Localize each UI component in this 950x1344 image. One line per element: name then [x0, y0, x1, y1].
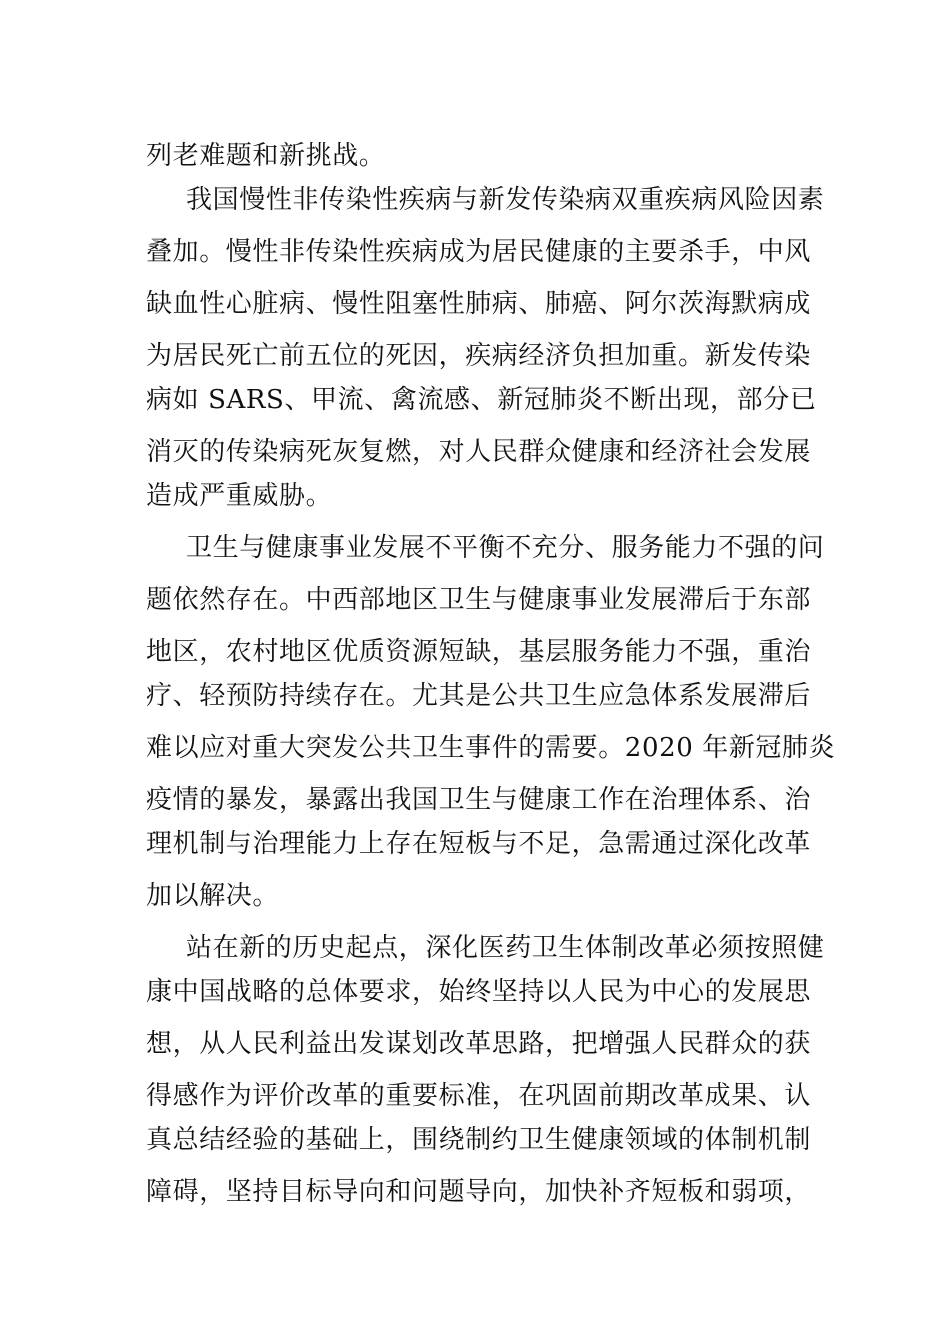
text-line: 障碍，坚持目标导向和问题导向，加快补齐短板和弱项， — [146, 1177, 812, 1207]
text-line: 列老难题和新挑战。 — [146, 141, 386, 171]
text-line: 消灭的传染病死灰复燃，对人民群众健康和经济社会发展 — [146, 437, 812, 467]
text-line: 地区，农村地区优质资源短缺，基层服务能力不强，重治 — [146, 637, 812, 667]
paragraph-first-line: 卫生与健康事业发展不平衡不充分、服务能力不强的问 — [186, 533, 825, 563]
text-line: 真总结经验的基础上，围绕制约卫生健康领域的体制机制 — [146, 1125, 812, 1155]
text-line: 缺血性心脏病、慢性阻塞性肺病、肺癌、阿尔茨海默病成 — [146, 289, 812, 319]
text-line: 疫情的暴发，暴露出我国卫生与健康工作在治理体系、治 — [146, 785, 812, 815]
text-line: 想，从人民利益出发谋划改革思路，把增强人民群众的获 — [146, 1029, 812, 1059]
paragraph-first-line: 站在新的历史起点，深化医药卫生体制改革必须按照健 — [186, 933, 825, 963]
text-line: 康中国战略的总体要求，始终坚持以人民为中心的发展思 — [146, 977, 812, 1007]
text-line: 为居民死亡前五位的死因，疾病经济负担加重。新发传染 — [146, 341, 812, 371]
text-line: 病如 SARS、甲流、禽流感、新冠肺炎不断出现，部分已 — [146, 385, 817, 415]
text-line: 疗、轻预防持续存在。尤其是公共卫生应急体系发展滞后 — [146, 681, 812, 711]
text-line: 叠加。慢性非传染性疾病成为居民健康的主要杀手，中风 — [146, 237, 812, 267]
text-line: 理机制与治理能力上存在短板与不足，急需通过深化改革 — [146, 829, 812, 859]
text-line: 难以应对重大突发公共卫生事件的需要。2020 年新冠肺炎 — [146, 733, 836, 763]
text-line: 造成严重威胁。 — [146, 481, 333, 511]
text-line: 题依然存在。中西部地区卫生与健康事业发展滞后于东部 — [146, 585, 812, 615]
paragraph-first-line: 我国慢性非传染性疾病与新发传染病双重疾病风险因素 — [186, 185, 825, 215]
text-line: 得感作为评价改革的重要标准，在巩固前期改革成果、认 — [146, 1081, 812, 1111]
text-line: 加以解决。 — [146, 881, 280, 911]
